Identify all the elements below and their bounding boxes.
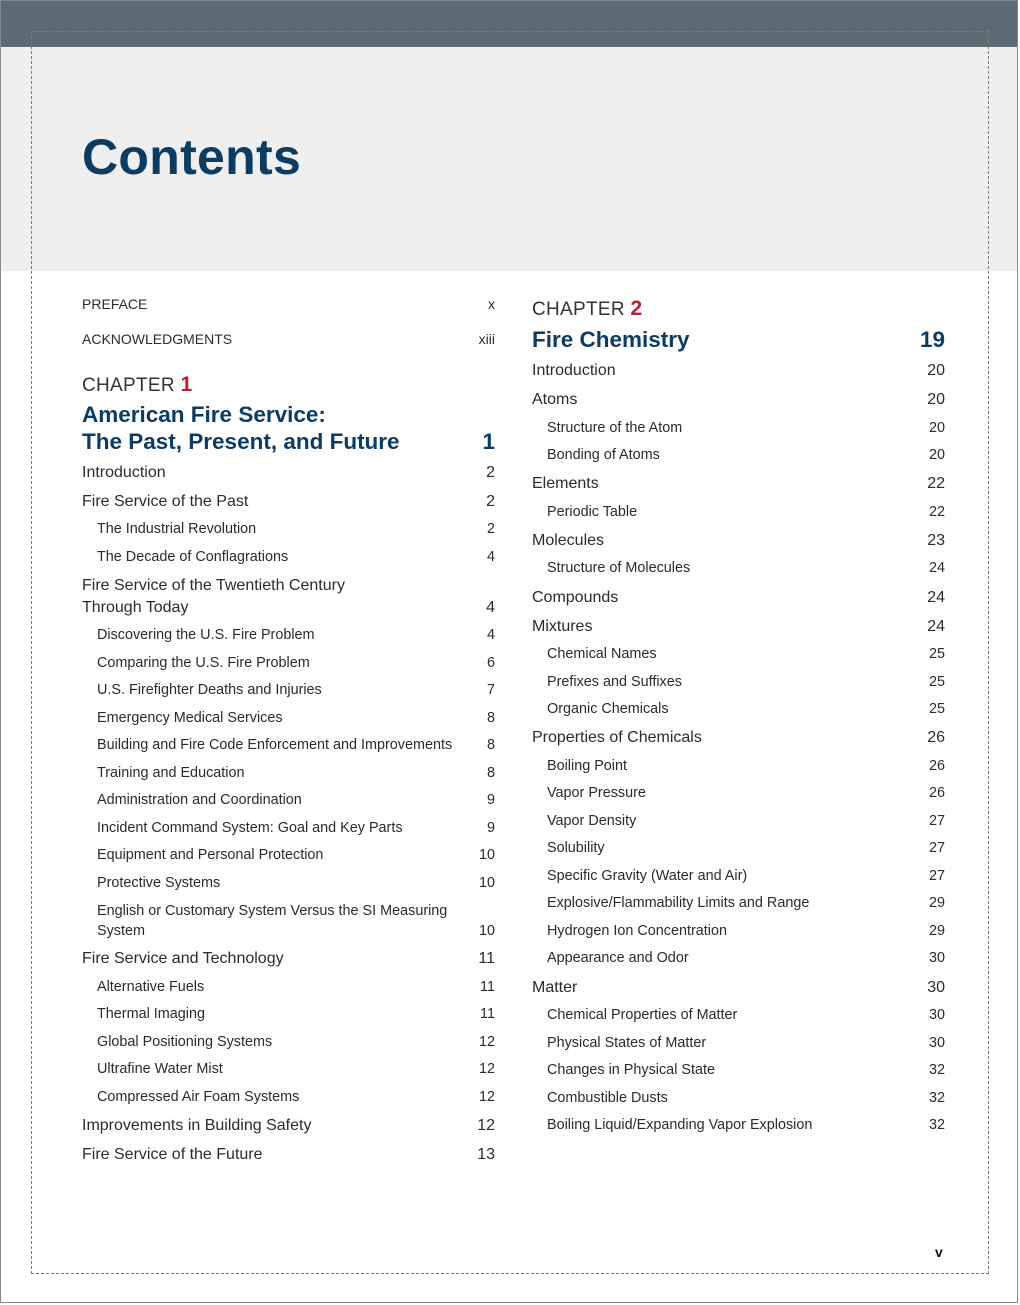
entry-page: 30 <box>928 950 945 966</box>
toc-subentry[interactable] <box>82 519 495 539</box>
toc-subentry[interactable] <box>532 1088 945 1108</box>
entry-page: 4 <box>486 599 495 616</box>
entry-page: 32 <box>928 1090 945 1106</box>
entry-label: Organic Chemicals <box>547 701 669 717</box>
entry-label: Matter <box>532 979 578 996</box>
toc-subentry[interactable] <box>532 811 945 831</box>
entry-page: 26 <box>928 785 945 801</box>
entry-page: 20 <box>928 420 945 436</box>
toc-entry[interactable] <box>82 1144 495 1166</box>
toc-subentry[interactable] <box>82 873 495 893</box>
toc-subentry[interactable] <box>82 790 495 810</box>
entry-page: 25 <box>928 674 945 690</box>
entry-page: x <box>488 296 495 312</box>
toc-entry[interactable] <box>532 727 945 749</box>
toc-subentry[interactable] <box>532 672 945 692</box>
entry-label: Training and Education <box>97 765 245 781</box>
toc-subentry[interactable] <box>532 418 945 438</box>
entry-label: Introduction <box>82 464 166 481</box>
toc-subentry[interactable] <box>82 653 495 673</box>
entry-page: 8 <box>486 765 495 781</box>
page-title: Contents <box>82 129 302 185</box>
entry-label: Vapor Pressure <box>547 785 646 801</box>
toc-subentry[interactable] <box>532 783 945 803</box>
entry-page: 9 <box>486 820 495 836</box>
toc-subentry[interactable] <box>82 625 495 645</box>
entry-page: 25 <box>928 646 945 662</box>
entry-page: 4 <box>486 549 495 565</box>
entry-page: 7 <box>486 682 495 698</box>
entry-label: Mixtures <box>532 618 593 635</box>
toc-subentry[interactable] <box>532 838 945 858</box>
toc-subentry[interactable] <box>82 708 495 728</box>
entry-page: 26 <box>927 729 945 746</box>
chapter-2-label: CHAPTER 2 <box>532 297 643 320</box>
chapter-2-title[interactable] <box>532 326 945 353</box>
toc-entry[interactable] <box>82 462 495 484</box>
entry-page: 8 <box>486 737 495 753</box>
toc-subentry[interactable] <box>82 735 495 755</box>
toc-subentry[interactable] <box>532 502 945 522</box>
entry-page: 23 <box>927 532 945 549</box>
toc-subentry[interactable] <box>532 699 945 719</box>
entry-label: Properties of Chemicals <box>532 729 702 746</box>
chapter-title-page: 19 <box>919 327 945 352</box>
entry-page: 12 <box>478 1061 495 1077</box>
toc-subentry[interactable] <box>82 1032 495 1052</box>
toc-subentry[interactable] <box>82 547 495 567</box>
toc-entry[interactable] <box>82 575 495 619</box>
entry-label: Discovering the U.S. Fire Problem <box>97 627 315 643</box>
entry-label: Global Positioning Systems <box>97 1034 273 1050</box>
entry-label: The Industrial Revolution <box>97 521 257 537</box>
entry-page: 22 <box>928 504 945 520</box>
chapter-1-number: 1 <box>180 373 193 396</box>
entry-page: 27 <box>928 868 945 884</box>
entry-page: 13 <box>477 1146 495 1163</box>
entry-page: 10 <box>478 875 495 891</box>
entry-label: Incident Command System: Goal and Key Parts <box>97 820 403 836</box>
entry-label: Fire Service of the Twentieth Century Through Today <box>82 577 345 616</box>
toc-subentry[interactable] <box>532 644 945 664</box>
entry-page: 25 <box>928 701 945 717</box>
entry-label: Equipment and Personal Protection <box>97 847 324 863</box>
entry-label: Structure of Molecules <box>547 560 691 576</box>
entry-page: 8 <box>486 710 495 726</box>
entry-page: 26 <box>928 758 945 774</box>
entry-label: Appearance and Odor <box>547 950 689 966</box>
toc-entry[interactable] <box>82 948 495 970</box>
entry-page: 4 <box>486 627 495 643</box>
chapter-1-label: CHAPTER 1 <box>82 373 193 396</box>
chapter-title-page: 1 <box>482 429 495 454</box>
toc-subentry[interactable] <box>82 1087 495 1107</box>
chapter-2-number: 2 <box>630 297 643 320</box>
entry-page: 24 <box>927 618 945 635</box>
entry-label: U.S. Firefighter Deaths and Injuries <box>97 682 322 698</box>
entry-page: 2 <box>486 464 495 481</box>
entry-label: English or Customary System Versus the SI Measuring System <box>97 903 448 939</box>
entry-page: 27 <box>928 813 945 829</box>
entry-label: Hydrogen Ion Concentration <box>547 923 727 939</box>
toc-subentry[interactable] <box>82 1004 495 1024</box>
entry-label: Changes in Physical State <box>547 1062 715 1078</box>
entry-label: Fire Service and Technology <box>82 950 284 967</box>
toc-entry[interactable] <box>532 473 945 495</box>
chapter-title-text: American Fire Service: The Past, Present, and Future <box>82 402 400 454</box>
entry-page: xiii <box>478 331 495 347</box>
toc-subentry[interactable] <box>82 977 495 997</box>
entry-page: 32 <box>928 1062 945 1078</box>
toc-entry[interactable] <box>532 360 945 382</box>
entry-label: Comparing the U.S. Fire Problem <box>97 655 310 671</box>
entry-page: 29 <box>928 923 945 939</box>
toc-subentry[interactable] <box>82 763 495 783</box>
entry-page: 20 <box>927 362 945 379</box>
entry-label: Solubility <box>547 840 605 856</box>
entry-page: 12 <box>478 1034 495 1050</box>
toc-subentry[interactable] <box>82 901 495 941</box>
entry-label: Vapor Density <box>547 813 637 829</box>
entry-label: The Decade of Conflagrations <box>97 549 289 565</box>
entry-page: 24 <box>927 589 945 606</box>
toc-entry[interactable] <box>532 587 945 609</box>
entry-label: Structure of the Atom <box>547 420 683 436</box>
entry-label: Atoms <box>532 391 578 408</box>
entry-page: 10 <box>478 923 495 939</box>
entry-label: Chemical Names <box>547 646 657 662</box>
toc-subentry[interactable] <box>82 845 495 865</box>
entry-page: 20 <box>927 391 945 408</box>
toc-entry-acknowledgments[interactable] <box>82 331 495 347</box>
entry-page: 30 <box>927 979 945 996</box>
entry-label: Periodic Table <box>547 504 638 520</box>
entry-page: 6 <box>486 655 495 671</box>
entry-page: 27 <box>928 840 945 856</box>
entry-label: Bonding of Atoms <box>547 447 660 463</box>
entry-label: Physical States of Matter <box>547 1035 707 1051</box>
entry-label: Molecules <box>532 532 605 549</box>
entry-label: Boiling Liquid/Expanding Vapor Explosion <box>547 1117 813 1133</box>
entry-label: Ultrafine Water Mist <box>97 1061 223 1077</box>
toc-entry[interactable] <box>532 530 945 552</box>
entry-label: ACKNOWLEDGMENTS <box>82 331 233 347</box>
entry-page: 12 <box>477 1117 495 1134</box>
entry-page: 12 <box>478 1089 495 1105</box>
toc-entry[interactable] <box>532 616 945 638</box>
chapter-title-text: Fire Chemistry <box>532 327 690 352</box>
toc-subentry[interactable] <box>532 756 945 776</box>
entry-label: PREFACE <box>82 296 148 312</box>
entry-label: Improvements in Building Safety <box>82 1117 312 1134</box>
toc-subentry[interactable] <box>532 1060 945 1080</box>
entry-page: 30 <box>928 1035 945 1051</box>
entry-label: Thermal Imaging <box>97 1006 205 1022</box>
entry-label: Alternative Fuels <box>97 979 205 995</box>
toc-subentry[interactable] <box>532 948 945 968</box>
entry-page: 11 <box>480 1006 495 1022</box>
entry-label: Fire Service of the Future <box>82 1146 263 1163</box>
entry-label: Introduction <box>532 362 616 379</box>
folio: v <box>935 1244 943 1260</box>
toc-entry[interactable] <box>532 389 945 411</box>
entry-label: Administration and Coordination <box>97 792 302 808</box>
entry-page: 29 <box>928 895 945 911</box>
entry-page: 30 <box>928 1007 945 1023</box>
toc-subentry[interactable] <box>82 818 495 838</box>
toc-entry[interactable] <box>532 977 945 999</box>
entry-label: Emergency Medical Services <box>97 710 283 726</box>
entry-label: Boiling Point <box>547 758 627 774</box>
entry-label: Fire Service of the Past <box>82 493 249 510</box>
toc-entry[interactable] <box>82 1115 495 1137</box>
chapter-1-title[interactable] <box>82 401 495 455</box>
entry-label: Chemical Properties of Matter <box>547 1007 738 1023</box>
toc-subentry[interactable] <box>532 1005 945 1025</box>
entry-page: 24 <box>928 560 945 576</box>
toc-subentry[interactable] <box>532 445 945 465</box>
toc-entry-preface[interactable] <box>82 296 495 312</box>
entry-label: Elements <box>532 475 599 492</box>
entry-label: Combustible Dusts <box>547 1090 668 1106</box>
toc-subentry[interactable] <box>82 680 495 700</box>
entry-page: 9 <box>486 792 495 808</box>
toc-subentry[interactable] <box>532 893 945 913</box>
entry-page: 10 <box>478 847 495 863</box>
entry-page: 22 <box>927 475 945 492</box>
entry-label: Building and Fire Code Enforcement and Improvements <box>97 737 453 753</box>
toc-subentry[interactable] <box>532 921 945 941</box>
entry-label: Protective Systems <box>97 875 221 891</box>
entry-page: 2 <box>486 521 495 537</box>
entry-page: 32 <box>928 1117 945 1133</box>
toc-subentry[interactable] <box>532 1033 945 1053</box>
toc-subentry[interactable] <box>532 866 945 886</box>
toc-subentry[interactable] <box>532 558 945 578</box>
entry-label: Compressed Air Foam Systems <box>97 1089 300 1105</box>
toc-subentry[interactable] <box>82 1059 495 1079</box>
toc-entry[interactable] <box>82 491 495 513</box>
entry-label: Specific Gravity (Water and Air) <box>547 868 748 884</box>
entry-label: Compounds <box>532 589 619 606</box>
entry-label: Explosive/Flammability Limits and Range <box>547 895 810 911</box>
entry-page: 20 <box>928 447 945 463</box>
entry-page: 11 <box>480 979 495 995</box>
toc-subentry[interactable] <box>532 1115 945 1135</box>
entry-page: 11 <box>478 950 495 967</box>
entry-page: 2 <box>486 493 495 510</box>
entry-label: Prefixes and Suffixes <box>547 674 682 690</box>
